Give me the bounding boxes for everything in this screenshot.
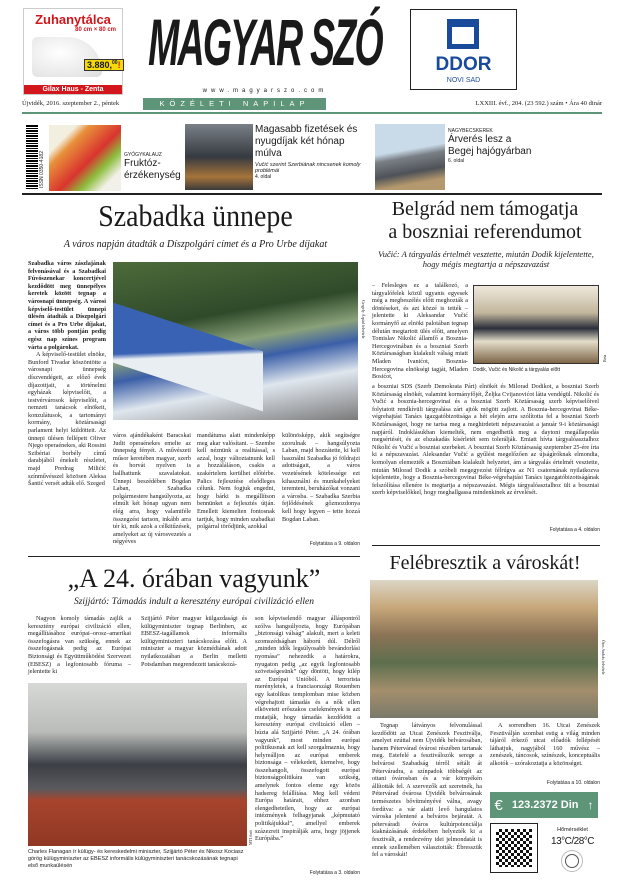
body-text: A képviselő-testület elnöke, Bunford Tivadar köszöntötte a városnapi ünnepség díszvendégeit, az előző évek díjazottjait, a történelmi egyházak képviselőit, a testvérvárosok képviselőit, a nemzeti tanácsok elnökeit, konzulátusok, a tartományi kormány, köztársasági parlament helyi küldötteit. Az ünnepi ülésen fellépett Oliver Njego operaénekes, aki Rossini Szibériai borbély című darabjából énekelt részletet, majd Predrag Milićić színművésszel közösen Aleksa Šantić versét adták elő. Szeged (28, 351, 107, 488)
masthead-logo: MAGYAR SZÓ (148, 6, 382, 80)
teaser-3[interactable] (448, 128, 533, 164)
column-3: son képviselendő magyar álláspontról szólva hangsúlyozta, hogy Európában „biztonsági válság” alakult, mert a keleti szomszédságban háború dúl. Délről „minden idők legsúlyosabb bevándorlási nyomása” nehezedik a határokra, nyugaton pedig „az egyik legfontosabb szövetségesünk” úgy döntött, hogy kilép az Európai Unióból. A terrorista merényletek, a franciaországi Rouenben egy katolikus templomban mise közben végrehajtott támadás és a nők ellen elkövetett erőszakos cselekmények is azt mutatják, hogy támadás kezdődött a keresztény európai civilizáció ellen – húzta alá Szijjártó Péter. „A 24. órában vagyunk”, most minden európai politikusnak azt kell szorgalmaznia, hogy helyreálljon az európai emberek biztonsága – vélekedett, kiemelve, hogy összehangolt, összefogott európai biztonságpolitikára van szükség, amelynek fontos eleme egy közös hadsereg felállítása. Meg kell védeni Európa határait, ehhez azonban elengedhetetlen, hogy az európai intézmények felhagyjanak „képmutató politikájukkal”, amellyel emberek százezreit inspirálják arra, hogy jöjjenek Európába.” (255, 615, 360, 843)
ad-shower-tray[interactable] (23, 8, 123, 95)
teaser-page: 4. oldal (255, 174, 272, 180)
teaser-photo-vucic[interactable] (185, 124, 253, 190)
teaser-sub: Vučić szerint Szerbiának nincsenek komoly problémái (255, 162, 361, 174)
flag (113, 303, 263, 412)
column-1: Tegnap látványos felvonulással kezdődött az Utcai Zenészek Fesztiválja, amelyet ezúttal nem Újvidék belvárosában, hanem Pétervárad óvárosi részében tartanak meg. Estefelé a fesztiválozók serege a belvárosi Szabadság térről sétált át Péterváradra, a színpadok többségét az ottani óvárosban és a vár környékén állították fel. A szervezők azt szeretnék, ha Pétervárad óvárosa Újvidék belvárosának természetes bővítményévé válna, avagy fordítva: a vár alatti levő hangulatos városka jelentené a belváros bejáratát. A péterváradi óváros kultúrpotenciálja kiaknázásának érdekében helyezték ki a fesztivált, a rendezvény idei jelmondatát is ennek szellemében választották: Ébresszük fel a városkát! (372, 722, 482, 859)
lead (28, 260, 106, 540)
qr-code-icon (496, 829, 532, 867)
column-1: – Felesleges ez a találkozó, a tárgyalófelek közül ugyanis egyesek még a megbeszélés előtt meghozták a döntéseket, és azt közzé is tették – jelentette ki Aleksandar Vučić kormányfő az elnöki palotában tegnap délután megtartott ülés előtt, amelyen Tomislav Nikolić államfő a Bosznia-Hercegovinában és a boszniai Szerb Köztársaságban kialakult válság miatt Mladen Ivanićot, Bosznia-Hercegovina elnökségi tagját, Mladen Bosićot, (372, 282, 468, 381)
trend-up-icon: ↑ (587, 798, 594, 812)
column-2: A sorrendben 16. Utcai Zenészek Fesztiválján szombat estig a világ minden tájáról érkező utcai előadók fellépését láthatjuk, nagyjából 160 művész – zenészek, táncosok, színészek, konceptuális alkotók – szórakoztatja a közönséget. (490, 722, 600, 767)
teaser-2[interactable] (255, 124, 373, 180)
price-value: 3.880, (87, 60, 113, 70)
headline-line-1: Belgrád nem támogatja (391, 198, 579, 220)
teaser-title: Fruktóz-érzékenység (124, 158, 181, 181)
shower-tray-image (32, 37, 102, 77)
photo-caption: Dodik, Vučić és Nikolić a tárgyalás előtt (473, 367, 561, 373)
photo-credit: Beta (602, 354, 607, 362)
continued-link[interactable]: Folytatása a 9. oldalon (309, 541, 360, 547)
photo-credit: MTI fotó (248, 830, 253, 845)
ad-price: 3.880,00! (84, 59, 124, 71)
headline-line-2: a boszniai referendumot (388, 221, 582, 243)
full-width-text: a boszniai SDS (Szerb Demokrata Párt) elnökét és Milorad Dodikot, a boszniai Szerb Köztársaság elnökét, valamint kormányfőjét, Željka Cvijanovićot látta vendégül. Nikolić és Vučić a bosznia-hercegovinai és a boszniai Szerb Köztársaság szerb képviselőivel folytatott rendkívüli tárgyalása zárt ajtók mögött zajlott. A Bosznia-hercegovinai Béke-végrehajtási Tanács igazgatóbizottsága a hét elején arra szólította fel a boszniai Szerb Köztársaságot, hogy ne tartsa meg a meghirdetett népszavazást a január 9-i köztársasági napjáról. Indoklásukban kiemelték, nem engedhetik meg a daytoni megállapodás megsértését, és az elszakadás kísérletét sem tolerálják. Emiatt hívta tárgyalóasztalhoz Nikolić és Vučić a boszniai szerbeket. A boszniai Szerb Köztársaság szeptember 25-ére írta ki a népszavazást. Aleksandar Vučić a gyűlést megelőzően az újságíróknak elmondta, komolyan elemezték a Boszniában kialakult helyzetet, ám a tárgyalás értelmét vesztette, miután Milorad Dodik a szóbeli megegyezést félrúgva az N1 csatornának nyilatkozva kijelentette, hogy a Bosznia-hercegovinai Béke-végrehajtási Tanács igazgatóbizottságának felszólítása ellenére is megtartja a népszavazást. Mégis tárgyalóasztalhoz ült a boszniai szerb képviselőkkel, hogy meghallgassa mindenkinek az érvelését. (372, 383, 599, 497)
teaser-rule (22, 193, 602, 195)
photo-flag-ceremony[interactable] (113, 262, 358, 420)
section-rule (372, 545, 600, 546)
temp-label: Hőmérséklet (557, 827, 588, 833)
section-rule (28, 556, 360, 557)
subheadline: Vučić: A tárgyalás értelmét vesztette, miután Dodik kijelentette, hogy mégis megtartja a népszavazást (378, 249, 594, 269)
lead-text: Szabadka város zászlajának felvonásával és a Szabadkai Fúvószenekar koncertjével kezdődött meg ünnepélyes keretek között tegnap a városnapi ünnepség. A városi képviselő-testület ünnepi ülésén átadták a Díszpolgári címet és a Pro Urbe díjakat, a város több pontján pedig egész nap színes program várta a polgárokat. (28, 260, 106, 351)
subheadline: Szijjártó: Támadás indult a keresztény európai civilizáció ellen (73, 597, 315, 607)
continued-link[interactable]: Folytatása a 3. oldalon (309, 870, 360, 876)
headline[interactable]: „A 24. órában vagyunk” (67, 564, 321, 593)
ad-title: Zuhanytálca (35, 12, 111, 27)
header-rule (22, 112, 602, 114)
price-cents: 00 (112, 60, 118, 66)
headline[interactable]: Felébresztik a városkát! (389, 552, 581, 574)
column-1: Nagyon komoly támadás zajlik a keresztény európai civilizáció ellen, megállításához európai–orosz–amerikai összefogásra van szükség, ennek az összefogásnak pedig az Európai Biztonsági és Együttműködési Szervezet (EBESZ) a legfontosabb fóruma – jelentette ki (28, 615, 131, 676)
website[interactable]: www.magyarszo.com (202, 88, 328, 94)
column-3: mandátuma alatt mindenképp meg akar valósítani. – Szembe kell néznünk a realitással, s azzal, hogy változtatnunk kell a hozzáláláson, csakis a szakértelem kerülhet előtérbe. Palics fejlesztése elsődleges célunk. Nem fogjuk engedni, hogy bárki is megállítson bennünket a fejlesztés útján. Emellett kiemelten fontosnak tartjuk, hogy minden szabadkai polgárral törődjünk, azokkal (197, 432, 275, 531)
teaser-title: Magasabb fizetések és nyugdíjak két hónap múlva (255, 124, 358, 159)
teaser-photo-ship[interactable] (375, 124, 445, 190)
teaser-1[interactable] (124, 152, 184, 182)
headline[interactable]: Szabadka ünnepe (98, 198, 293, 233)
temperature: 13°C/28°C (551, 836, 594, 847)
photo-festival[interactable] (370, 580, 598, 718)
issn: ISSN 0350-4182 (39, 151, 45, 188)
teaser-title: Árverés lesz a Begej hajógyárban (448, 134, 532, 157)
photo-caption: Charles Flanagan ír külügy- és kereskedelmi miniszter, Szijjártó Péter és Nikosz Kociasz görög külügyminiszter az EBESZ informális külügyminiszteri tanácskozásának tegnapi első munkaülésén (28, 849, 244, 869)
continued-link[interactable]: Folytatása a 4. oldalon (549, 527, 600, 533)
photo-credit: Ótos András felvétele (601, 640, 606, 675)
column-2: Szijjártó Péter magyar külgazdasági és külügyminiszter tegnap Berlinben, az EBESZ-tagállamok informális külügyminiszteri tanácskozása előtt. A miniszter a magyar közmédiának adott nyilatkozatában a Berlin melletti Potsdamban megrendezett tanácskozá- (141, 615, 247, 668)
ddor-logo-icon (447, 19, 479, 49)
teaser-page: 6. oldal (448, 158, 465, 164)
column-2: város ajándékaként Baracskai Judit operaénekes emelte az ünnepség fényét. A művészeti műsor keretében magyar, szerb és horvát nyelven is hallhattunk szavalatokat. Ünnepi beszédében Bogdan Laban, Szabadka polgármestere hangsúlyozta, az elmúlt két hónap ugyan nem elég arra, hogy valamiféle összegzést tartson, inkább arra tér ki, mik azok a célkitűzések, amelyeket az új városvezetés a négyéves (113, 432, 191, 546)
sun-icon (565, 854, 579, 868)
exchange-rate-box[interactable] (490, 792, 598, 818)
continued-link[interactable]: Folytatása a 10. oldalon (546, 780, 600, 786)
teaser-photo-fruits[interactable] (49, 125, 121, 191)
photo-osce-meeting[interactable] (28, 683, 247, 846)
column-4: különösképp, akik segítségre szorulnak – hangsúlyozta Laban, majd hozzátette, ki kell használni Szabadka jó földrajzi adottságait, a város vezetésének kötelessége ezt kihasználni és munkahelyeket teremteni, beruházókat vonzani a városba. – Szabadka Szerbia fejlődésének gőzmozdonya kell hogy legyen – tette hozzá Bogdan Laban. (282, 432, 360, 523)
subheadline: A város napján átadták a Díszpolgári címet és a Pro Urbe díjakat (63, 239, 328, 250)
ad-size: 80 cm × 80 cm (75, 27, 116, 33)
photo-credit: Gergely Árpád felvétele (361, 300, 366, 339)
ad-store: Gilax Haus - Zenta (24, 85, 122, 94)
teaser-kicker: NAGYBECSKEREK (448, 128, 493, 134)
ddor-brand: DDOR (435, 54, 492, 75)
barcode (26, 124, 38, 189)
euro-icon: € (494, 796, 503, 814)
teaser-kicker: GYÓGYKALAUZ (124, 152, 162, 158)
ddor-city: NOVI SAD (446, 77, 481, 84)
tagline: KÖZÉLETI NAPILAP (159, 99, 310, 108)
photo-meeting[interactable] (473, 285, 599, 364)
issue-info: LXXIII. évf., 204. (23 592.) szám • Ára 40 dinár (475, 100, 602, 107)
headline[interactable] (370, 198, 600, 244)
ad-ddor[interactable] (410, 9, 517, 90)
dateline: Újvidék, 2016. szeptember 2., péntek (22, 100, 120, 107)
qr-code[interactable] (490, 823, 538, 873)
exchange-rate: 123.2372 Din (511, 799, 579, 811)
